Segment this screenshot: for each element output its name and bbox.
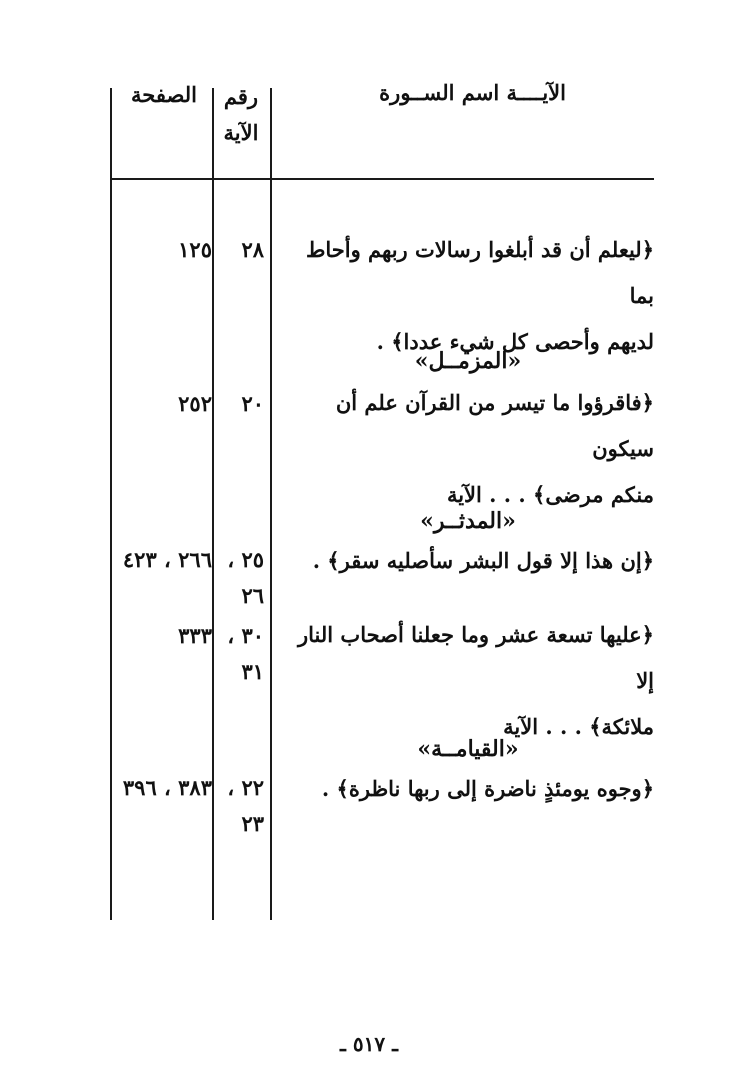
- ayah-number: [218, 542, 264, 614]
- ayah-number-line: ٢٦: [241, 583, 264, 608]
- header-page: الصفحة: [131, 82, 197, 107]
- ayah-number-line: ٢٥ ،: [227, 547, 264, 572]
- ayah-number: [218, 618, 264, 690]
- verse-line: لديهم وأحصى كل شيء عددا﴾ .: [376, 329, 654, 354]
- page-number: ـ ٥١٧ ـ: [340, 1032, 398, 1056]
- ayah-number-line: ٢٢ ،: [227, 775, 264, 800]
- ayah-number-line: ٣١: [241, 659, 264, 684]
- page-reference: ٣٣٣: [178, 623, 212, 648]
- verse-text: [282, 538, 654, 584]
- verse-line: منكم مرضى﴾ . . . الآية: [446, 482, 654, 507]
- page-reference: ١٢٥: [178, 237, 212, 262]
- verse-text: [282, 227, 654, 365]
- ayah-number-line: ٢٣: [241, 811, 264, 836]
- verse-line: ﴿عليها تسعة عشر وما جعلنا أصحاب النار إلا: [298, 622, 654, 693]
- ayah-number: ٢٨: [241, 237, 264, 262]
- verse-line: ملائكة﴾ . . . الآية: [503, 714, 654, 739]
- header-ayah-number-line2: الآية: [223, 120, 259, 145]
- verse-line: ﴿وجوه يومئذٍ ناضرة إلى ربها ناظرة﴾ .: [321, 776, 654, 801]
- ayah-number-line: ٣٠ ،: [227, 623, 264, 648]
- header-ayah-number-line1: رقم: [223, 84, 259, 109]
- column-rule-middle-left: [212, 88, 214, 920]
- page-reference: ٣٨٣ ، ٣٩٦: [122, 775, 212, 800]
- verse-line: ﴿فاقرؤوا ما تيسر من القرآن علم أن سيكون: [335, 390, 654, 461]
- header-verse-surah: الآيــــة اسم الســورة: [379, 80, 566, 105]
- page-reference: ٢٥٢: [178, 391, 212, 416]
- ayah-number: [218, 770, 264, 842]
- ayah-number: ٢٠: [241, 391, 264, 416]
- verse-text: [282, 380, 654, 518]
- surah-heading: «القيامــة»: [417, 736, 519, 762]
- surah-heading: «المدثــر»: [420, 508, 516, 534]
- header-underline: [110, 178, 654, 180]
- verse-line: ﴿إن هذا إلا قول البشر سأصليه سقر﴾ .: [312, 548, 654, 573]
- verse-text: [282, 766, 654, 812]
- surah-heading: «المزمــل»: [414, 348, 522, 374]
- verse-text: [282, 612, 654, 750]
- column-rule-middle-right: [270, 88, 272, 920]
- verse-line: ﴿ليعلم أن قد أبلغوا رسالات ربهم وأحاط بما: [305, 237, 654, 308]
- page-reference: ٢٦٦ ، ٤٢٣: [122, 547, 212, 572]
